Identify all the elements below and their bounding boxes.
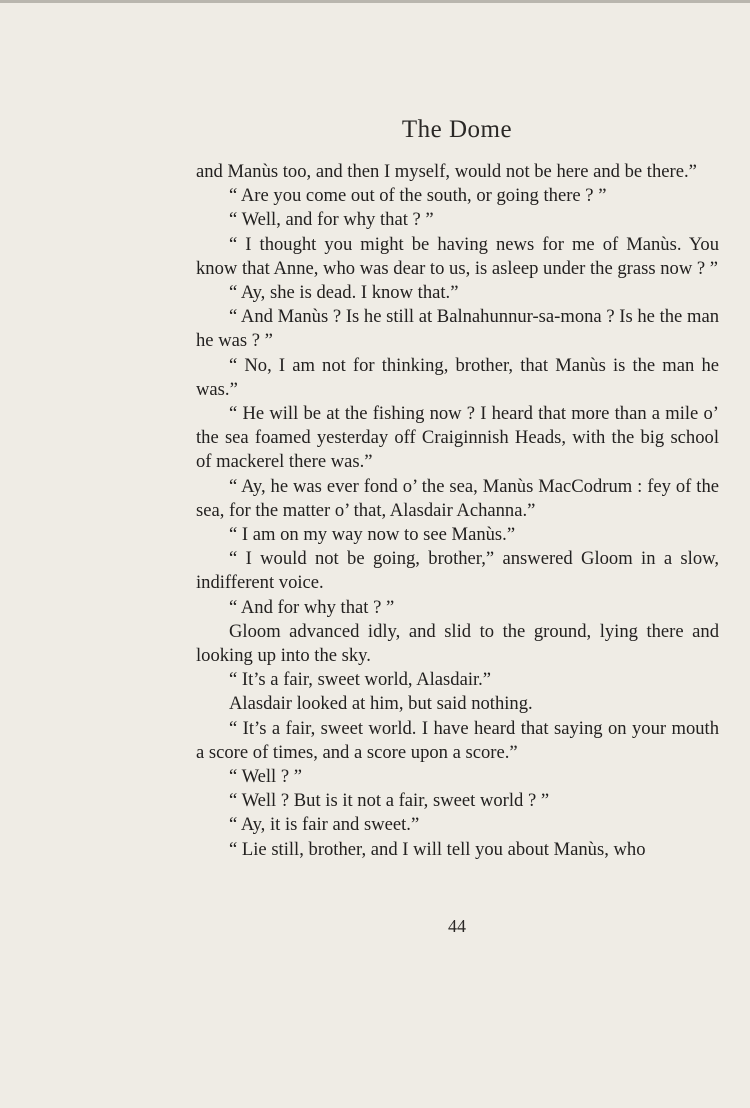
paragraph-17: “ Well ? ” <box>229 766 303 788</box>
paragraph-2: “ Are you come out of the south, or going there ? ” <box>229 185 607 207</box>
paragraph-9: “ Ay, he was ever fond o’ the sea, Manùs MacCodrum : fey of the sea, for the matter o’ that, Alasdair Achanna.” <box>196 475 719 521</box>
paragraph-3: “ Well, and for why that ? ” <box>229 209 434 231</box>
paragraph-16: “ It’s a fair, sweet world. I have heard that saying on your mouth a score of times, and a score upon a score.” <box>196 717 719 763</box>
paragraph-20: “ Lie still, brother, and I will tell you about Manùs, who <box>229 838 646 860</box>
paragraph-10: “ I am on my way now to see Manùs.” <box>229 524 516 546</box>
paragraph-14: “ It’s a fair, sweet world, Alasdair.” <box>229 669 492 691</box>
page-number: 44 <box>448 916 466 936</box>
paragraph-6: “ And Manùs ? Is he still at Balnahunnur-sa-mona ? Is he the man he was ? ” <box>196 306 719 352</box>
paragraph-19: “ Ay, it is fair and sweet.” <box>229 814 420 836</box>
paragraph-5: “ Ay, she is dead. I know that.” <box>229 282 459 304</box>
paragraph-4: “ I thought you might be having news for me of Manùs. You know that Anne, who was dear to us, is asleep under the grass now ? ” <box>196 233 719 279</box>
paragraph-7: “ No, I am not for thinking, brother, that Manùs is the man he was.” <box>196 354 719 400</box>
body-text <box>196 160 719 862</box>
paragraph-8: “ He will be at the fishing now ? I heard that more than a mile o’ the sea foamed yesterday off Craiginnish Heads, with the big school of mackerel there was.” <box>196 403 719 473</box>
paragraph-1: and Manùs too, and then I myself, would not be here and be there.” <box>196 161 697 182</box>
paragraph-11: “ I would not be going, brother,” answered Gloom in a slow, indifferent voice. <box>196 548 719 594</box>
paragraph-18: “ Well ? But is it not a fair, sweet world ? ” <box>229 790 550 812</box>
running-head: The Dome <box>401 116 513 143</box>
paragraph-12: “ And for why that ? ” <box>229 596 395 618</box>
paragraph-15: Alasdair looked at him, but said nothing. <box>229 693 533 715</box>
paragraph-13: Gloom advanced idly, and slid to the ground, lying there and looking up into the sky. <box>196 620 719 667</box>
